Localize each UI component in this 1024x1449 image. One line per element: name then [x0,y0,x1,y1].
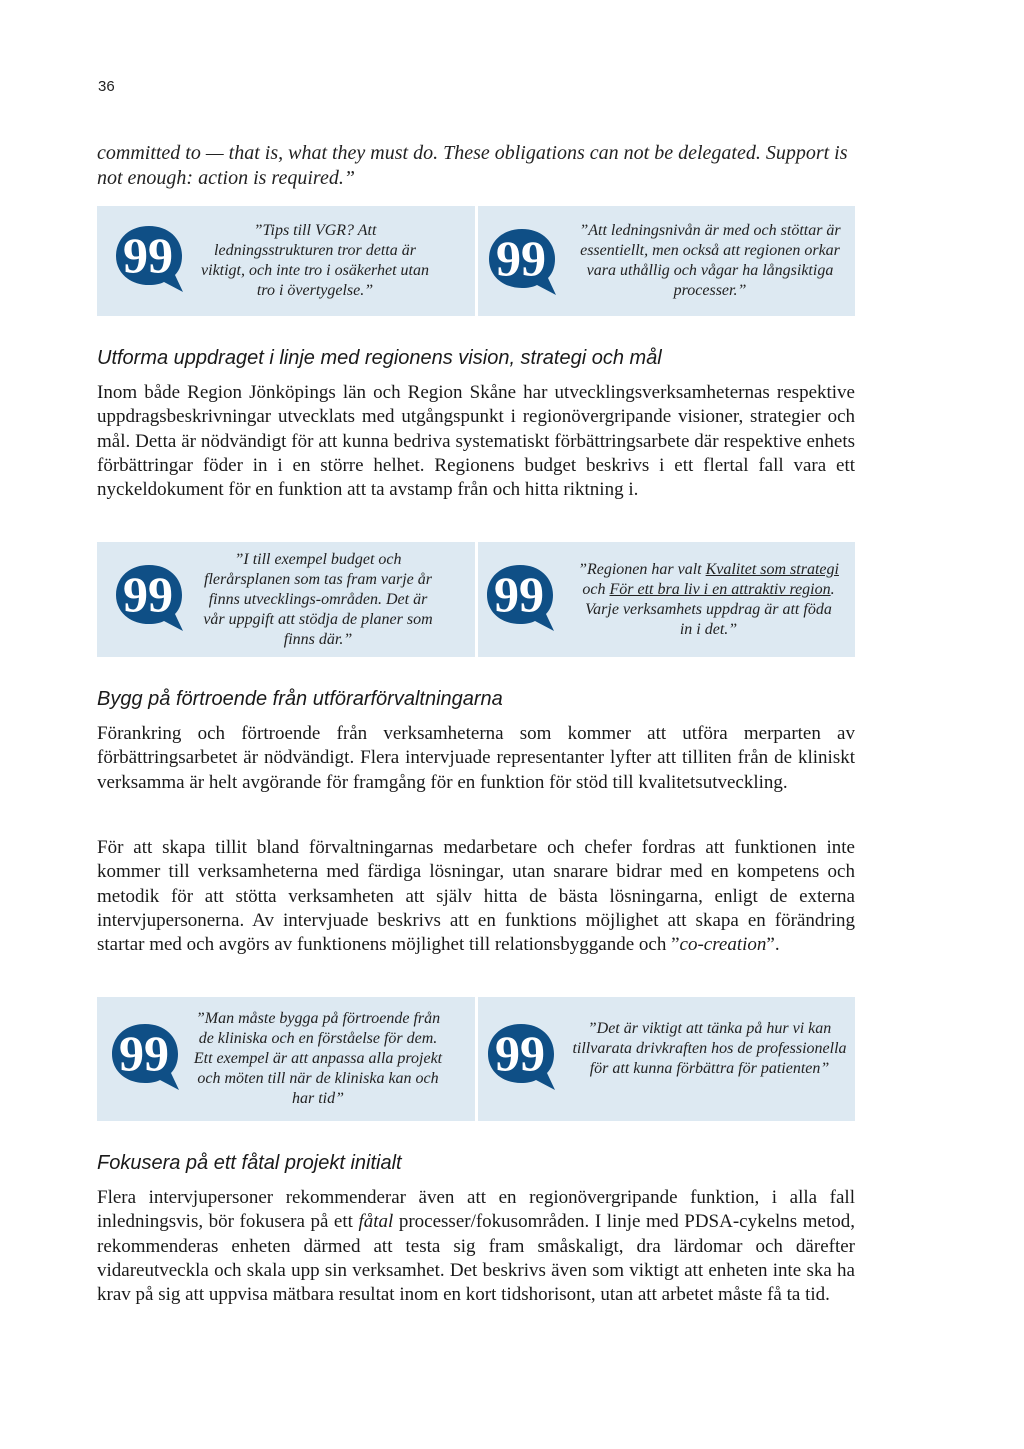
emphasis-text: co-creation [679,934,767,956]
body-paragraph: Förankring och förtroende från verksamheterna som kommer att utföra merparten av förbättringsarbetet är nödvändigt. Flera intervjuade representanter lyfter att tilliten från de kliniskt verksamma är helt avgörande för framgång för en funktion för stöd till kvalitetsutveckling. [97,723,855,793]
body-paragraph: Inom både Region Jönköpings län och Region Skåne har utvecklingsverksamheternas respektive uppdragsbeskrivningar utvecklats med utgångspunkt i regionövergripande visioner, strategier och mål. Detta är nödvändigt för att kunna bedriva systematiskt förbättringsarbete där respektive enhets förbättringar föder in i en större helhet. Regionens budget beskrivs i ett flertal fall vara ett nyckeldokument för en funktion att ta avstamp från och hitta riktning i. [97,382,855,501]
speech-bubble-quote-icon [486,226,558,298]
page-number: 36 [98,78,115,95]
text-run: processer/fokusområden. I linje med PDSA-cykelns metod, rekommenderas enheten därmed att testa sig fram småskaligt, dra lärdomar och därefter vidareutveckla och skala upp sin verksamhet. Det beskrivs även som viktigt att enheten inte ska ha krav på sig att uppvisa mätbara resultat inom en kort tidshorisont, utan att arbetet måste få ta tid. [97,1211,855,1306]
quote-callout-2 [97,542,855,657]
text-run: För att skapa tillit bland förvaltningarnas medarbetare och chefer fordras att funktionen inte kommer till verksamheterna med färdiga lösningar, utan snarare bidrar med en kompetens och metodik för att stötta verksamheten att själv hitta de bästa lösningarna, enligt de externa intervjupersonerna. Av intervjuade beskrivs att en funktions möjlighet att skapa en förändring startar med och avgörs av funktionens möjlighet till relationsbyggande och ” [97,837,855,956]
quote-text: ”Tips till VGR? Att ledningsstrukturen tror detta är viktigt, och inte tro i osäkerhet utan tro i övertygelse.” [201,222,429,299]
quote-text: ”Man måste bygga på förtroende från de kliniska och en förståelse för dem. Ett exempel är att anpassa alla projekt och möten till när de kliniska kan och har tid” [193,1010,443,1107]
quote-box [97,206,475,316]
quote-box [97,997,475,1121]
quote-box [478,542,856,657]
text-run: ”. [766,934,780,956]
section-heading: Utforma uppdraget i linje med regionens vision, strategi och mål [97,347,662,369]
speech-bubble-quote-icon [485,1021,557,1093]
section-heading: Fokusera på ett fåtal projekt initialt [97,1152,402,1174]
quote-text-part: ”Regionen har valt [578,561,706,578]
speech-bubble-quote-icon [113,562,185,634]
svg-text:99: 99 [119,1025,169,1081]
quote-text-part: och [582,581,610,598]
quote-box [97,542,475,657]
strategy-link[interactable]: Kvalitet som strategi [705,561,839,578]
quote-text: ”Det är viktigt att tänka på hur vi kan tillvarata drivkraften hos de professionella för att kunna förbättra för patienten” [572,1020,847,1077]
body-paragraph [97,1186,855,1307]
lead-quote: committed to — that is, what they must do. These obligations can not be delegated. Support is not enough: action is required.” [97,142,848,189]
body-paragraph [97,836,855,957]
svg-text:99: 99 [123,566,173,622]
quote-box [478,997,856,1121]
svg-text:99: 99 [123,227,173,283]
quote-text [578,560,840,640]
quote-box [478,206,856,316]
quote-text-part: . Varje verksamhets uppdrag är att föda in i det.” [585,581,835,638]
text-run: Flera intervjupersoner rekommenderar även att en regionövergripande funktion, i alla fall inledningsvis, bör fokusera på ett [97,1187,855,1233]
section-heading: Bygg på förtroende från utförarförvaltningarna [97,688,503,710]
svg-text:99: 99 [495,230,546,286]
vision-link[interactable]: För ett bra liv i en attraktiv region [609,581,831,598]
speech-bubble-quote-icon [113,223,185,295]
quote-callout-1 [97,206,855,316]
quote-text: ”I till exempel budget och flerårsplanen som tas fram varje år finns utvecklings-områden. Det är vår uppgift att stödja de planer som finns där.” [203,551,433,648]
svg-text:99: 99 [493,566,544,622]
emphasis-text: fåtal [358,1211,394,1233]
svg-text:99: 99 [494,1025,545,1081]
speech-bubble-quote-icon [109,1021,181,1093]
quote-text: ”Att ledningsnivån är med och stöttar är essentiellt, men också att regionen orkar vara uthållig och vågar ha långsiktiga processer.” [579,222,841,299]
quote-callout-3 [97,997,855,1121]
speech-bubble-quote-icon [484,562,556,634]
